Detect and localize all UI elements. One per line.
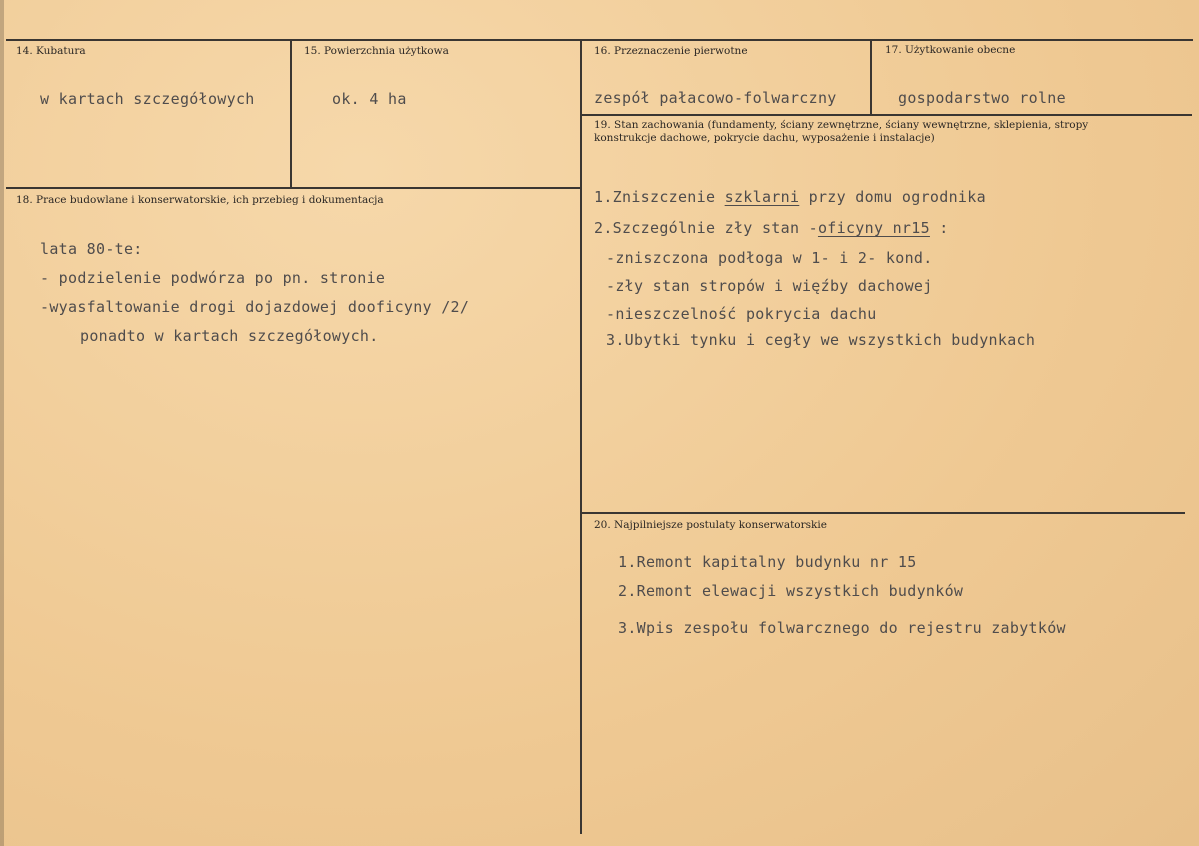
field-19-line-3: -zniszczona podłoga w 1- i 2- kond. xyxy=(606,249,933,267)
field-19-line-1-underlined: szklarni xyxy=(724,188,800,206)
field-19-line-2-end: : xyxy=(929,219,949,237)
field-16-label: 16. Przeznaczenie pierwotne xyxy=(594,45,748,57)
divider-16-17 xyxy=(870,40,872,115)
field-16-value: zespół pałacowo-folwarczny xyxy=(594,89,837,107)
field-19-line-1-start: 1.Zniszczenie xyxy=(594,188,725,206)
rule-under-14-15 xyxy=(6,187,582,189)
field-19-line-2-start: 2.Szczególnie zły stan - xyxy=(594,219,818,237)
field-20-line-2: 2.Remont elewacji wszystkich budynków xyxy=(618,582,964,600)
rule-under-16-17 xyxy=(582,114,1192,116)
field-20-line-3: 3.Wpis zespołu folwarcznego do rejestru zabytków xyxy=(618,619,1066,637)
field-14-value: w kartach szczegółowych xyxy=(40,90,255,108)
field-18-line-2: - podzielenie podwórza po pn. stronie xyxy=(40,269,386,287)
divider-14-15 xyxy=(290,40,292,188)
top-rule xyxy=(6,39,1193,41)
field-19-line-1 xyxy=(594,188,986,206)
field-18-line-1: lata 80-te: xyxy=(40,240,143,258)
field-18-label: 18. Prace budowlane i konserwatorskie, ich przebieg i dokumentacja xyxy=(16,194,384,206)
field-18-line-3: -wyasfaltowanie drogi dojazdowej dooficyny /2/ xyxy=(40,298,470,316)
rule-above-20 xyxy=(582,512,1185,514)
field-19-label: 19. Stan zachowania (fundamenty, ściany zewnętrzne, ściany wewnętrzne, sklepienia, stropy konstrukcje dachowe, pokrycie dachu, wyposażenie i instalacje) xyxy=(594,119,1089,144)
field-19-line-5: -nieszczelność pokrycia dachu xyxy=(606,305,877,323)
divider-center xyxy=(580,40,582,834)
field-15-label: 15. Powierzchnia użytkowa xyxy=(304,45,449,57)
field-19-line-2 xyxy=(594,219,949,237)
field-20-label: 20. Najpilniejsze postulaty konserwatorskie xyxy=(594,519,827,531)
field-19-line-1-end: przy domu ogrodnika xyxy=(799,188,986,206)
field-20-line-1: 1.Remont kapitalny budynku nr 15 xyxy=(618,553,917,571)
field-17-label: 17. Użytkowanie obecne xyxy=(885,44,1016,56)
field-15-value: ok. 4 ha xyxy=(332,90,407,108)
card-edge-shadow xyxy=(0,0,4,846)
field-19-line-4: -zły stan stropów i więźby dachowej xyxy=(606,277,933,295)
field-18-line-4: ponadto w kartach szczegółowych. xyxy=(80,327,379,345)
field-19-line-2-underlined: oficyny nr15 xyxy=(817,219,930,237)
field-14-label: 14. Kubatura xyxy=(16,45,86,57)
field-17-value: gospodarstwo rolne xyxy=(898,89,1066,107)
field-19-line-6: 3.Ubytki tynku i cegły we wszystkich budynkach xyxy=(606,331,1036,349)
